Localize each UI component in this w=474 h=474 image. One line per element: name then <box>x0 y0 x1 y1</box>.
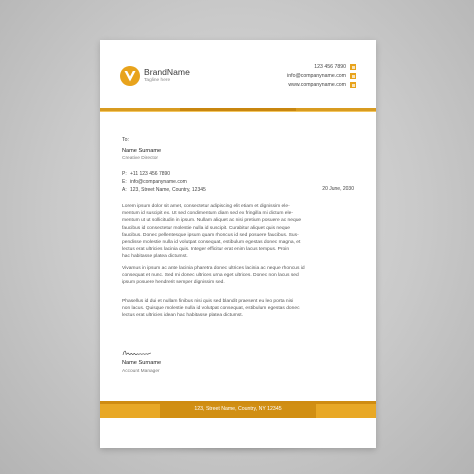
letter-date: 20 June, 2030 <box>322 186 354 192</box>
phone-label: P: <box>122 171 127 177</box>
paragraph-line: ipsum posuere hendrerit semper dignissim sed. <box>122 280 225 286</box>
paragraph-line: faucibus. Donec pellentesque ipsum quam rhoncus id sed posuere faucibus. Sus- <box>122 232 299 238</box>
brand-logo-icon <box>120 66 140 86</box>
recipient-name: Name Surname <box>122 148 162 154</box>
paragraph-line: faucibus id consectetur molestie nulla id suscipit. Curabitur aliquet quis neque <box>122 225 291 231</box>
body-paragraph-2 <box>122 265 354 287</box>
signer-title: Account Manager <box>122 369 160 374</box>
paragraph-line: hac habitasse platea dictumst. <box>122 254 188 260</box>
header-website-row <box>288 82 356 88</box>
header-email-row <box>287 73 356 79</box>
header-divider-light <box>100 111 376 112</box>
paragraph-line: lectus erat ultricies lacinia quis. Integer efficitur erat enim lacus tempus. Proin <box>122 247 290 253</box>
paragraph-line: mentum ut ut sollicitudin in ipsum. Nullam aliquet ac nisi pretium posuere ac neque <box>122 218 302 224</box>
contact-phone-row <box>122 171 170 177</box>
paragraph-line: mentum id suscipit ex. Ut sed condimentum diam sed ex fringilla mi dictum ele- <box>122 211 293 217</box>
recipient-title: Creative Director <box>122 156 158 161</box>
phone-icon <box>350 64 356 70</box>
header-email: info@companyname.com <box>287 73 346 79</box>
header-phone: 123 456 7890 <box>314 64 346 70</box>
brand-tagline: Tagline here <box>144 78 171 83</box>
paragraph-line: consequat et nunc. Sed mi donec ultrices urna eget ultrices. Donec non lacus sed <box>122 273 299 279</box>
body-paragraph-1 <box>122 203 354 261</box>
paragraph-line: Lorem ipsum dolor sit amet, consectetur adipiscing elit etiam et dignissim ele- <box>122 204 290 209</box>
footer-address: 123, Street Name, Country, NY 12345 <box>194 406 282 412</box>
signature-image <box>122 348 162 358</box>
contact-address-row <box>122 187 206 193</box>
signer-name: Name Surname <box>122 360 162 366</box>
paragraph-line: Vivamus in ipsum ac ante lacinia pharetra donec ultrices lacinia ac neque rhoncus id <box>122 266 305 271</box>
contact-email-row <box>122 179 187 185</box>
paragraph-line: Phasellus id dui et nullam finibus nisi quis sed blandit praesent eu leo porta nisi <box>122 299 294 304</box>
body-paragraph-3 <box>122 298 354 320</box>
address-label: A: <box>122 187 127 193</box>
paragraph-line: non lacus. Quisque molestie nulla id volutpat consequat, estibulum egestas donec <box>122 306 300 312</box>
contact-phone: +11 123 456 7890 <box>130 171 171 177</box>
globe-icon <box>350 82 356 88</box>
contact-email: info@companyname.com <box>130 179 187 185</box>
mail-icon <box>350 73 356 79</box>
paragraph-line: lectus erat ultricies idean hac habitasse platea dictumst. <box>122 313 243 319</box>
brand-name: BrandName <box>144 67 190 77</box>
header-website: www.companyname.com <box>288 82 346 88</box>
header-phone-row <box>314 64 356 70</box>
contact-address: 123, Street Name, Country, 12345 <box>130 187 206 193</box>
email-label: E: <box>122 179 127 185</box>
letterhead-page <box>100 40 376 448</box>
to-label: To: <box>122 137 129 143</box>
paragraph-line: pendisse molestie nulla id volutpat consequat, estibulum egestas donec magna, et <box>122 240 301 246</box>
